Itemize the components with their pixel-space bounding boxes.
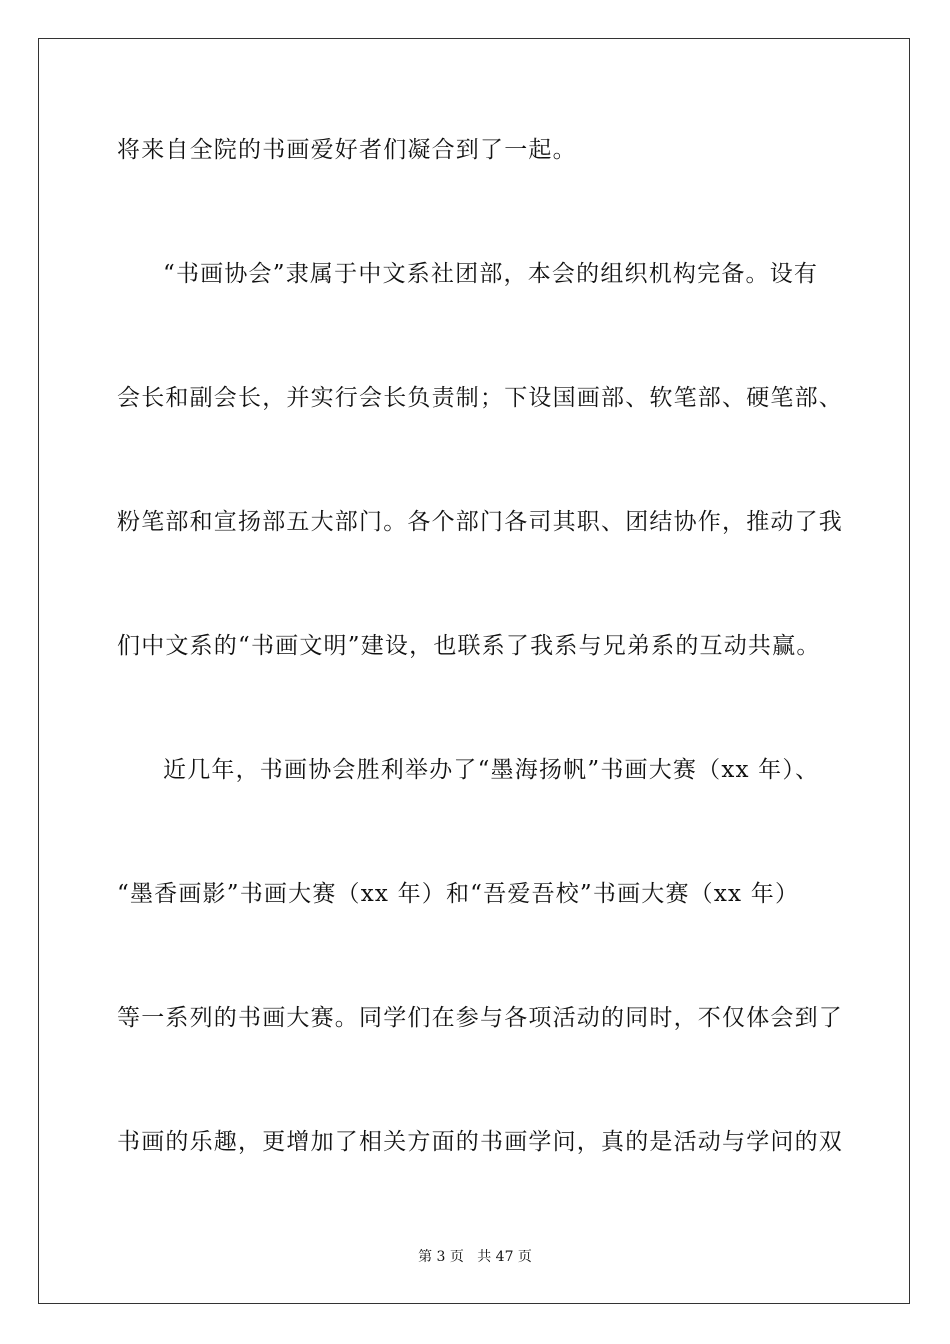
text-line: 书画的乐趣，更增加了相关方面的书画学问，真的是活动与学问的双 [117,1129,843,1155]
page-border [38,38,910,1304]
text-line: 粉笔部和宣扬部五大部门。各个部门各司其职、团结协作，推动了我 [117,509,843,535]
text-line: 将来自全院的书画爱好者们凝合到了一起。 [117,137,577,163]
text-line: “墨香画影”书画大赛（xx 年）和“吾爱吾校”书画大赛（xx 年） [117,881,800,907]
paragraph-start-line: 近几年，书画协会胜利举办了“墨海扬帆”书画大赛（xx 年）、 [163,757,820,783]
text-line: 会长和副会长，并实行会长负责制；下设国画部、软笔部、硬笔部、 [117,385,843,411]
text-line: 们中文系的“书画文明”建设，也联系了我系与兄弟系的互动共赢。 [117,633,821,659]
text-line: 等一系列的书画大赛。同学们在参与各项活动的同时，不仅体会到了 [117,1005,843,1031]
paragraph-start-line: “书画协会”隶属于中文系社团部，本会的组织机构完备。设有 [163,261,819,287]
page-number-footer: 第 3 页 共 47 页 [418,1249,532,1265]
